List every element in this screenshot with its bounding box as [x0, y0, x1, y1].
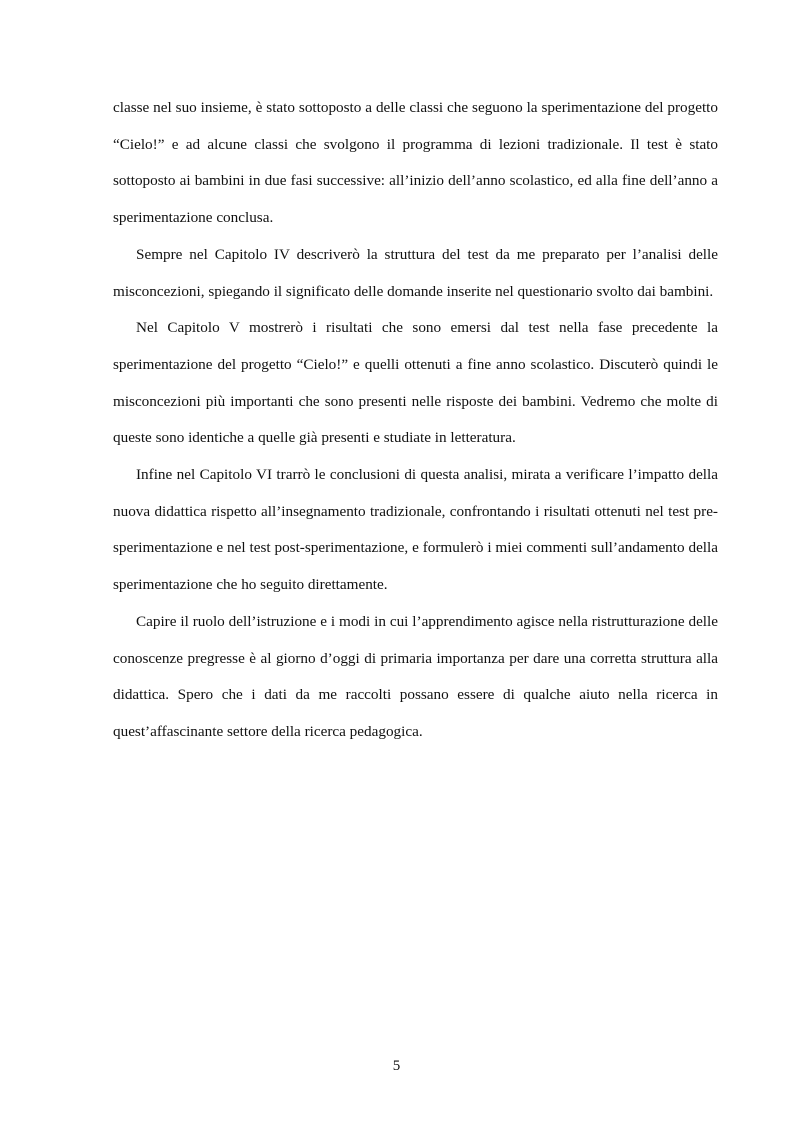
paragraph-continued: classe nel suo insieme, è stato sottoposto a delle classi che seguono la sperimentazione del progetto “Cielo!” e ad alcune classi che svolgono il programma di lezioni tradizionale. Il test è stato sottoposto ai bambini in due fasi successive: all’inizio dell’anno scolastico, ed alla fine dell’anno a sperimentazione conclusa. [113, 99, 718, 227]
body-text [113, 90, 718, 751]
paragraph-chapter-iv: Sempre nel Capitolo IV descriverò la struttura del test da me preparato per l’analisi delle misconcezioni, spiegando il significato delle domande inserite nel questionario svolto dai bambini. [113, 245, 718, 300]
page-number: 5 [392, 1058, 401, 1074]
paragraph-chapter-v: Nel Capitolo V mostrerò i risultati che sono emersi dal test nella fase precedente la sperimentazione del progetto “Cielo!” e quelli ottenuti a fine anno scolastico. Discuterò quindi le misconcezioni più importanti che sono presenti nelle risposte dei bambini. Vedremo che molte di queste sono identiche a quelle già presenti e studiate in letteratura. [113, 319, 718, 447]
paragraph-chapter-vi: Infine nel Capitolo VI trarrò le conclusioni di questa analisi, mirata a verificare l’impatto della nuova didattica rispetto all’insegnamento tradizionale, confrontando i risultati ottenuti nel test pre-sperimentazione e nel test post-sperimentazione, e formulerò i miei commenti sull’andamento della sperimentazione che ho seguito direttamente. [113, 466, 718, 594]
paragraph-conclusion: Capire il ruolo dell’istruzione e i modi in cui l’apprendimento agisce nella ristrutturazione delle conoscenze pregresse è al giorno d’oggi di primaria importanza per dare una corretta struttura alla didattica. Spero che i dati da me raccolti possano essere di qualche aiuto nella ricerca in quest’affascinante settore della ricerca pedagogica. [113, 612, 718, 740]
